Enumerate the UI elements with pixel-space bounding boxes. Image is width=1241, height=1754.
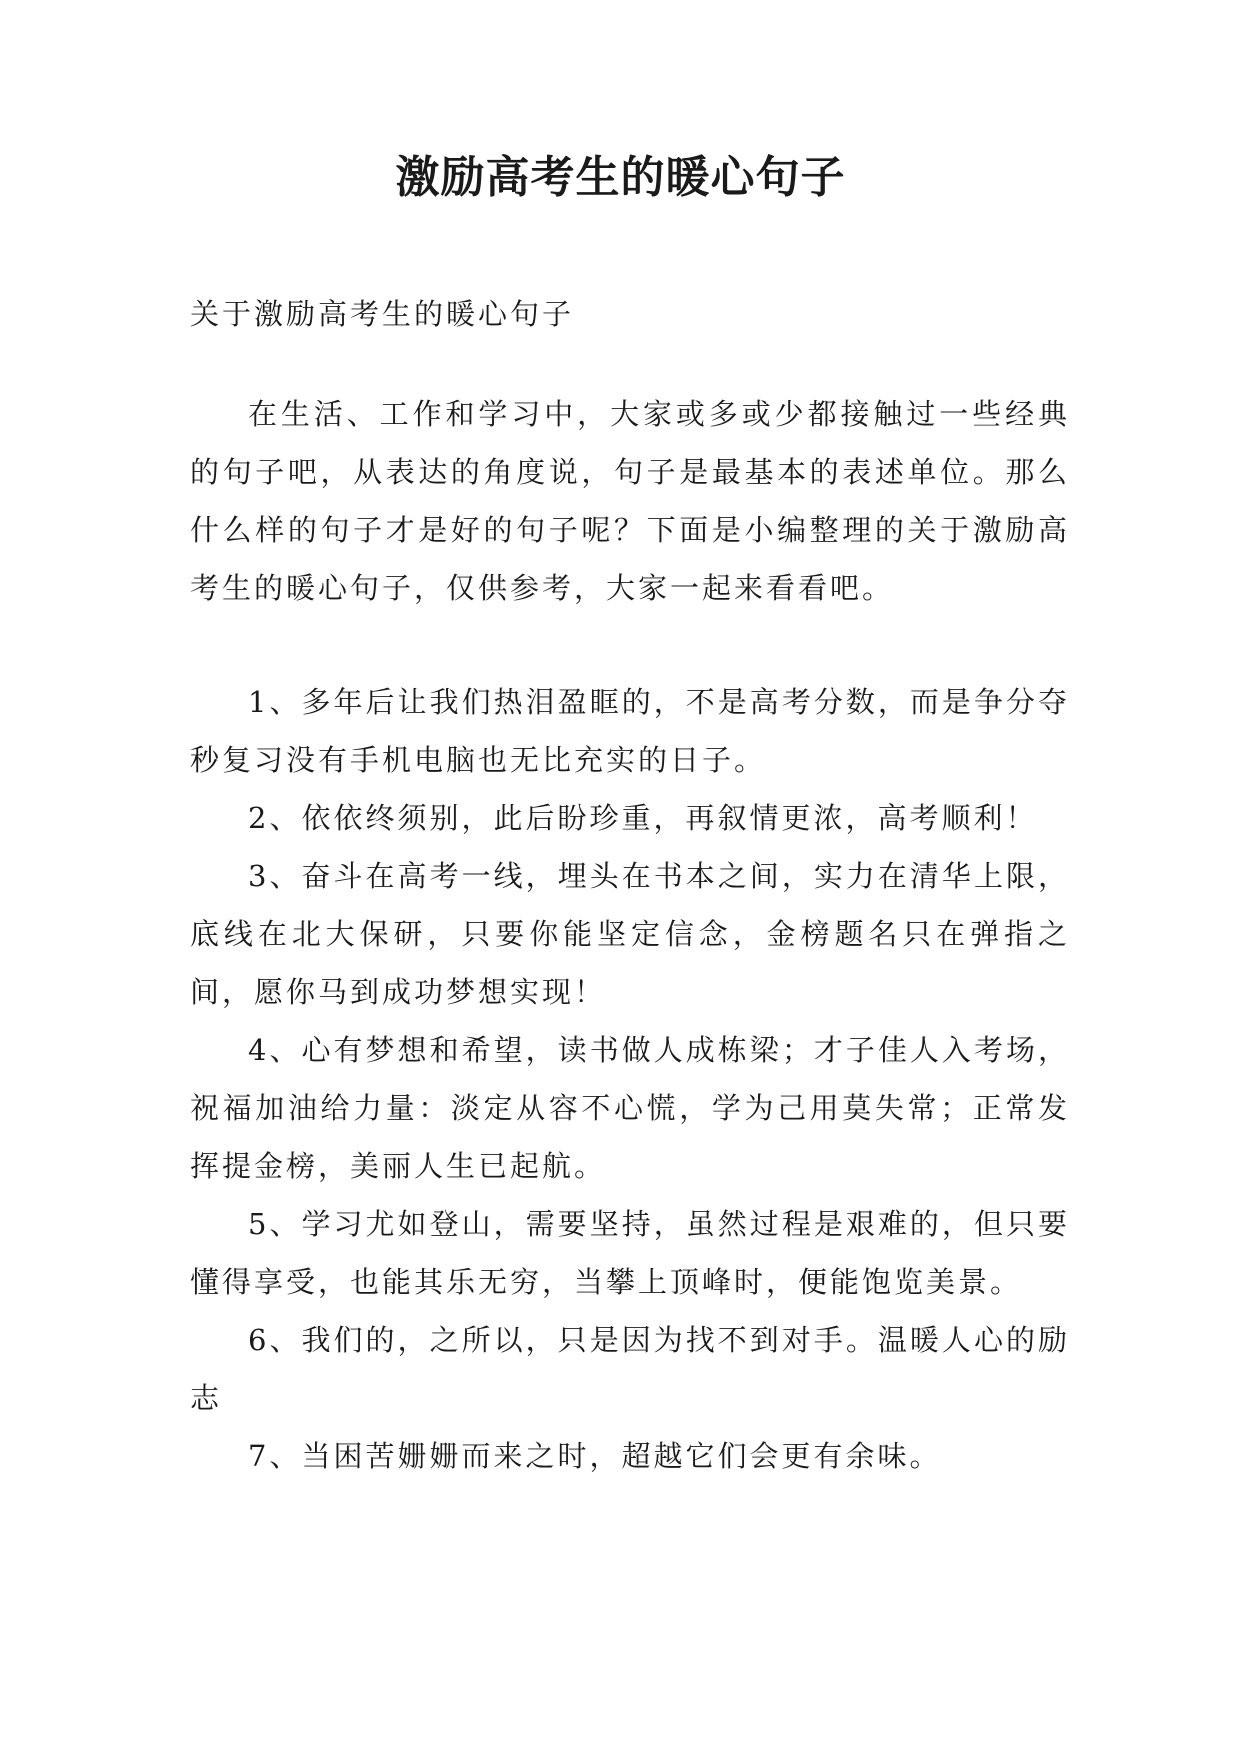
list-item: 6、我们的，之所以，只是因为找不到对手。温暖人心的励志 [190,1323,1070,1415]
list-item: 3、奋斗在高考一线，埋头在书本之间，实力在清华上限，底线在北大保研，只要你能坚定信念，金榜题名只在弹指之间，愿你马到成功梦想实现！ [190,859,1070,1009]
document-subtitle: 关于激励高考生的暖心句子 [190,297,575,331]
page-title: 激励高考生的暖心句子 [395,152,846,203]
list-item: 5、学习尤如登山，需要坚持，虽然过程是艰难的，但只要懂得享受，也能其乐无穷，当攀上顶峰时，便能饱览美景。 [190,1207,1070,1299]
intro-paragraph: 在生活、工作和学习中，大家或多或少都接触过一些经典的句子吧，从表达的角度说，句子是最基本的表述单位。那么什么样的句子才是好的句子呢？下面是小编整理的关于激励高考生的暖心句子，仅供参考，大家一起来看看吧。 [190,397,1070,605]
list-item: 7、当困苦姗姗而来之时，超越它们会更有余味。 [248,1439,942,1473]
document-body [190,285,1070,1485]
list-item: 2、依依终须别，此后盼珍重，再叙情更浓，高考顺利！ [248,801,1038,835]
list-item: 4、心有梦想和希望，读书做人成栋梁；才子佳人入考场，祝福加油给力量：淡定从容不心慌，学为己用莫失常；正常发挥提金榜，美丽人生已起航。 [190,1033,1070,1183]
list-item: 1、多年后让我们热泪盈眶的，不是高考分数，而是争分夺秒复习没有手机电脑也无比充实的日子。 [190,685,1070,777]
